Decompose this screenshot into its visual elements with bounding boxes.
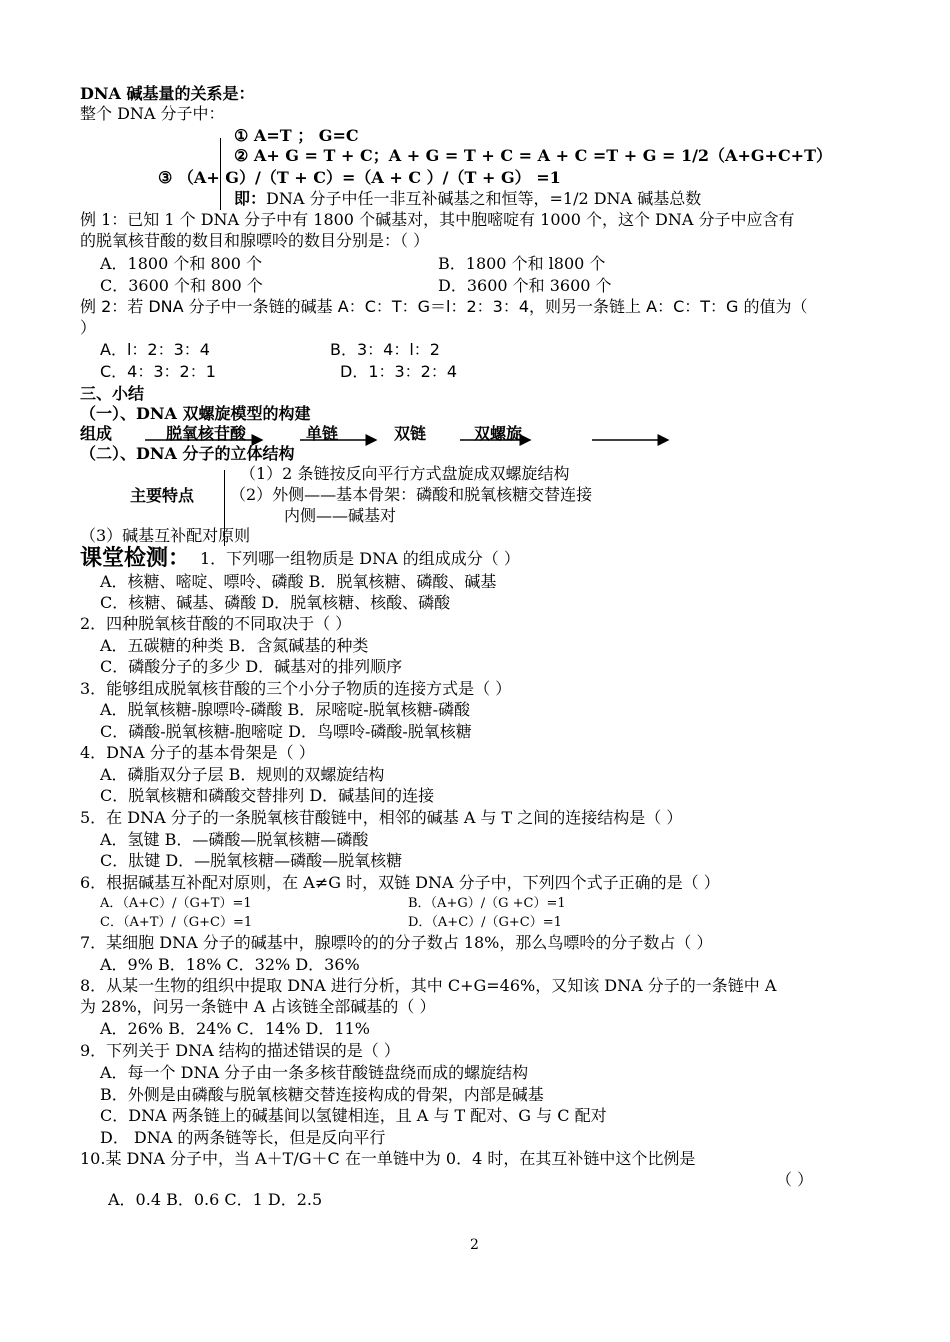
q10-options: A．0.4 B．0.6 C．1 D．2.5 bbox=[108, 1190, 323, 1209]
q7-stem: 7．某细胞 DNA 分子的碱基中，腺嘌呤的的分子数占 18%，那么鸟嘌呤的分子数占（ ） bbox=[80, 933, 713, 952]
q4-options-ab: A．磷脂双分子层 B．规则的双螺旋结构 bbox=[100, 765, 385, 784]
example-1-option-b: B．1800 个和 l800 个 bbox=[438, 254, 606, 273]
flow-step-single-strand: 单链 bbox=[306, 424, 339, 443]
q1-stem: 1．下列哪一组物质是 DNA 的组成成分（ ） bbox=[200, 549, 520, 568]
relation-2: ② A+ G = T + C；A + G = T + C = A + C =T + G = 1/2（A+G+C+T） bbox=[234, 146, 832, 165]
q1-options-cd: C．核糖、碱基、磷酸 D．脱氧核糖、核酸、磷酸 bbox=[100, 593, 451, 612]
q9-stem: 9．下列关于 DNA 结构的描述错误的是（ ） bbox=[80, 1041, 400, 1060]
q2-stem: 2．四种脱氧核苷酸的不同取决于（ ） bbox=[80, 614, 352, 633]
q4-stem: 4．DNA 分子的基本骨架是（ ） bbox=[80, 743, 315, 762]
flow-step-double-strand: 双链 bbox=[394, 424, 427, 443]
q6-option-b: B．（A+G）/（G +C）=1 bbox=[408, 896, 566, 911]
example-1-question-cont: 的脱氧核苷酸的数目和腺嘌呤的数目分别是：（ ） bbox=[80, 231, 430, 250]
relation-3: ③ （A+ G）/（T + C）=（A + C ）/（T + G） =1 bbox=[158, 168, 561, 187]
q8-stem-cont: 为 28%，问另一条链中 A 占该链全部碱基的（ ） bbox=[80, 997, 436, 1016]
q9-option-c: C．DNA 两条链上的碱基间以氢键相连，且 A 与 T 配对、G 与 C 配对 bbox=[100, 1106, 607, 1125]
page-number: 2 bbox=[470, 1237, 479, 1253]
example-2-option-a: A．l：2：3：4 bbox=[100, 340, 210, 359]
key-features-label: 主要特点 bbox=[130, 486, 195, 505]
flow-step-composition: 组成 bbox=[80, 424, 113, 443]
q9-option-d: D． DNA 的两条链等长，但是反向平行 bbox=[100, 1128, 386, 1147]
feature-3: （3）碱基互补配对原则 bbox=[80, 526, 251, 545]
flow-step-double-helix: 双螺旋 bbox=[474, 424, 523, 443]
example-2-question: 例 2：若 DNA 分子中一条链的碱基 A：C：T：G＝l：2：3：4，则另一条链上 A：C：T：G 的值为（ bbox=[80, 297, 808, 316]
q3-options-ab: A．脱氧核糖-腺嘌呤-磷酸 B．尿嘧啶-脱氧核糖-磷酸 bbox=[100, 700, 471, 719]
relation-conclusion: 即：DNA 分子中任一非互补碱基之和恒等，=1/2 DNA 碱基总数 bbox=[234, 189, 702, 208]
summary-sub-1: （一）、DNA 双螺旋模型的构建 bbox=[80, 404, 311, 423]
q5-stem: 5．在 DNA 分子的一条脱氧核苷酸链中，相邻的碱基 A 与 T 之间的连接结构是（ ） bbox=[80, 808, 683, 827]
classroom-check-heading: 课堂检测： bbox=[80, 545, 191, 571]
section-title-base-relation: DNA 碱基量的关系是： bbox=[80, 84, 255, 103]
q2-options-cd: C．磷酸分子的多少 D．碱基对的排列顺序 bbox=[100, 657, 403, 676]
q3-stem: 3．能够组成脱氧核苷酸的三个小分子物质的连接方式是（ ） bbox=[80, 679, 512, 698]
q5-options-ab: A．氢键 B．—磷酸—脱氧核糖—磷酸 bbox=[100, 830, 369, 849]
whole-molecule-label: 整个 DNA 分子中： bbox=[80, 104, 225, 123]
q6-option-a: A．（A+C）/（G+T）=1 bbox=[100, 896, 252, 911]
q6-stem: 6．根据碱基互补配对原则，在 A≠G 时，双链 DNA 分子中，下列四个式子正确的是（ ） bbox=[80, 873, 720, 892]
q5-options-cd: C．肽键 D．—脱氧核糖—磷酸—脱氧核糖 bbox=[100, 851, 403, 870]
summary-sub-2: （二）、DNA 分子的立体结构 bbox=[80, 444, 295, 463]
q2-options-ab: A．五碳糖的种类 B．含氮碱基的种类 bbox=[100, 636, 369, 655]
example-1-question: 例 1：已知 1 个 DNA 分子中有 1800 个碱基对，其中胞嘧啶有 1000 个，这个 DNA 分子中应含有 bbox=[80, 210, 795, 229]
q9-option-a: A．每一个 DNA 分子由一条多核苷酸链盘绕而成的螺旋结构 bbox=[100, 1063, 529, 1082]
q7-options: A．9% B．18% C．32% D．36% bbox=[100, 955, 360, 974]
example-1-option-d: D．3600 个和 3600 个 bbox=[438, 276, 612, 295]
feature-2-inner: 内侧——碱基对 bbox=[284, 506, 397, 525]
example-2-option-d: D．1：3：2：4 bbox=[340, 362, 458, 381]
relation-1: ① A=T ； G=C bbox=[234, 126, 359, 145]
q10-stem: 10.某 DNA 分子中，当 A＋T/G＋C 在一单链中为 0．4 时，在其互补链中这个比例是 bbox=[80, 1149, 696, 1168]
q6-option-d: D．（A+C）/（G+C）=1 bbox=[408, 915, 562, 930]
q4-options-cd: C．脱氧核糖和磷酸交替排列 D．碱基间的连接 bbox=[100, 786, 435, 805]
q8-options: A．26% B．24% C．14% D．11% bbox=[100, 1019, 370, 1038]
example-2-option-b: B．3：4：l：2 bbox=[330, 340, 440, 359]
q6-option-c: C．（A+T）/（G+C）=1 bbox=[100, 915, 253, 930]
q1-options-ab: A．核糖、嘧啶、嘌呤、磷酸 B．脱氧核糖、磷酸、碱基 bbox=[100, 572, 497, 591]
example-2-question-cont: ） bbox=[80, 318, 97, 337]
example-2-option-c: C．4：3：2：1 bbox=[100, 362, 216, 381]
q3-options-cd: C．磷酸-脱氧核糖-胞嘧啶 D．鸟嘌呤-磷酸-脱氧核糖 bbox=[100, 722, 472, 741]
q8-stem: 8．从某一生物的组织中提取 DNA 进行分析，其中 C+G=46%，又知该 DNA 分子的一条链中 A bbox=[80, 976, 777, 995]
feature-2: （2）外侧——基本骨架：磷酸和脱氧核糖交替连接 bbox=[230, 485, 593, 504]
flow-step-nucleotide: 脱氧核苷酸 bbox=[166, 424, 247, 443]
example-1-option-a: A．1800 个和 800 个 bbox=[100, 254, 263, 273]
q9-option-b: B．外侧是由磷酸与脱氧核糖交替连接构成的骨架，内部是碱基 bbox=[100, 1085, 544, 1104]
q10-answer-paren: （ ） bbox=[776, 1170, 814, 1189]
feature-1: （1）2 条链按反向平行方式盘旋成双螺旋结构 bbox=[240, 464, 570, 483]
summary-heading: 三、小结 bbox=[80, 384, 145, 403]
example-1-option-c: C．3600 个和 800 个 bbox=[100, 276, 263, 295]
